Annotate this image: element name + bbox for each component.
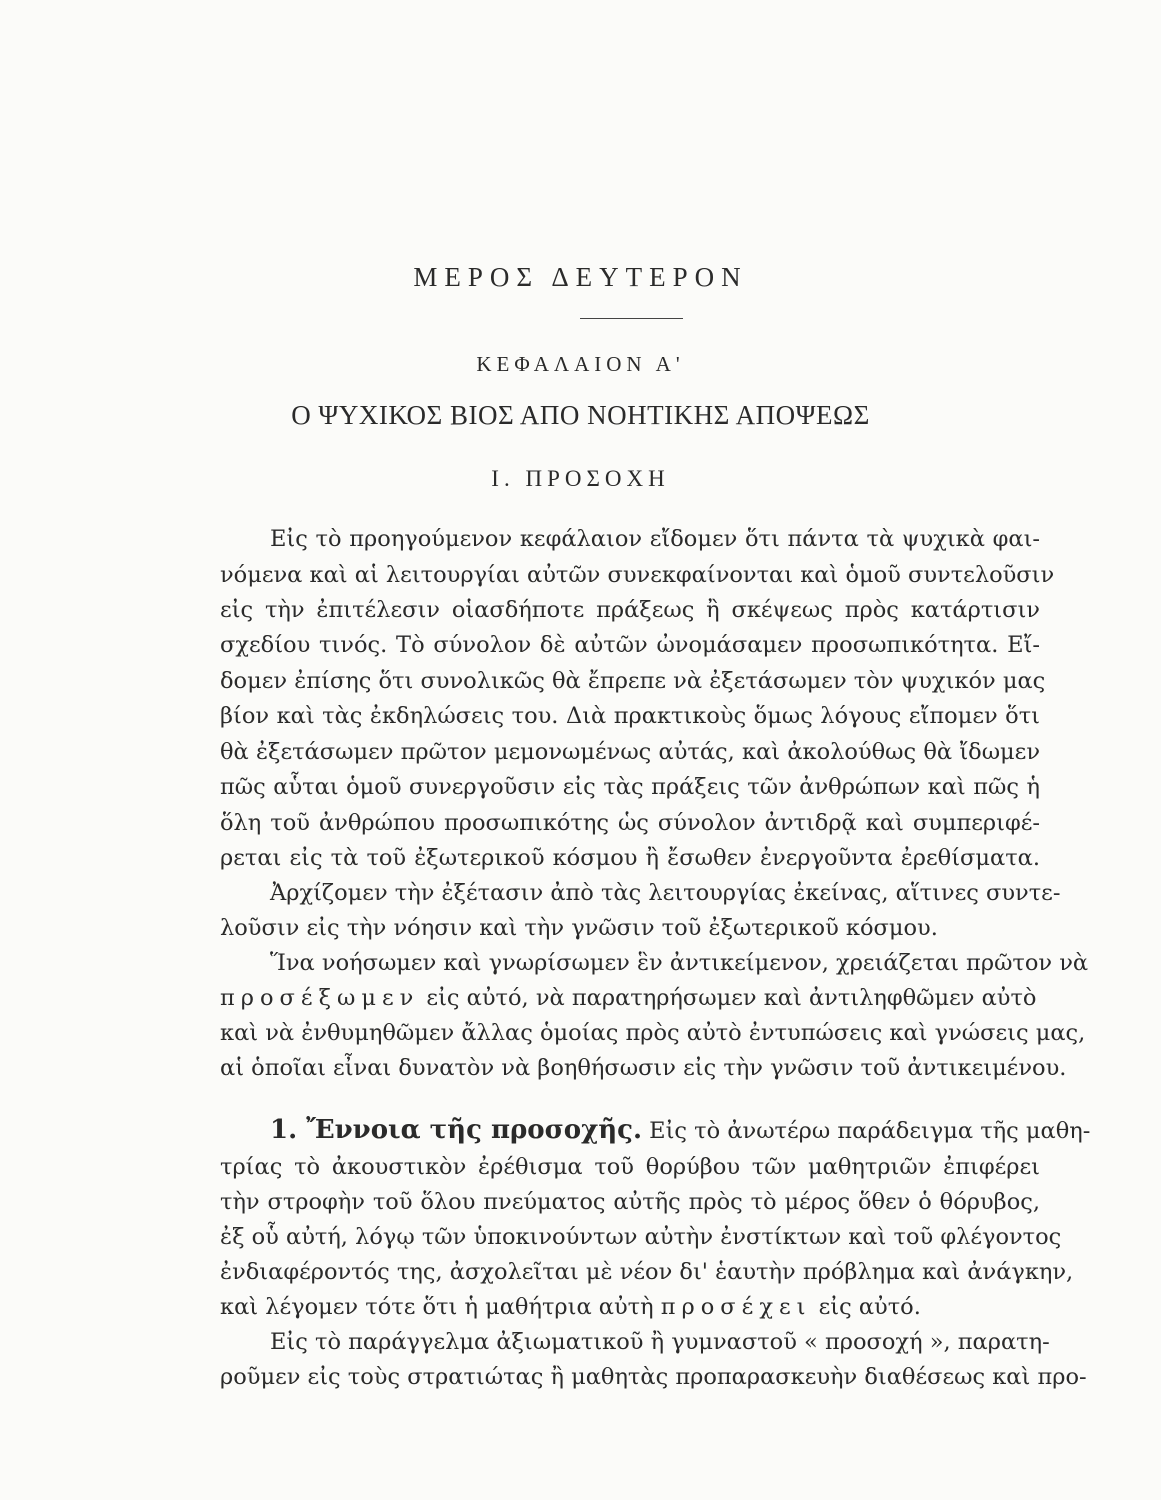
paragraph-line: λοῦσιν εἰς τὴν νόησιν καὶ τὴν γνῶσιν τοῦ ἐξωτερικοῦ κόσμου. [220,915,938,941]
part-title: ΜΕΡΟΣ ΔΕΥΤΕΡΟΝ [413,262,748,292]
paragraph-line: τὴν στροφὴν τοῦ ὅλου πνεύματος αὐτῆς πρὸς τὸ μέρος ὅθεν ὁ θόρυβος, [220,1189,1040,1215]
paragraph-line: ροῦμεν εἰς τοὺς στρατιώτας ἢ μαθητὰς προπαρασκευὴν διαθέσεως καὶ προ- [220,1364,1087,1390]
emphasized-word: προσέξωμεν [220,985,420,1011]
line-continuation: Εἰς τὸ ἀνωτέρω παράδειγμα τῆς μαθη- [642,1118,1091,1144]
paragraph-line: τρίας τὸ ἀκουστικὸν ἐρέθισμα τοῦ θορύβου τῶν μαθητριῶν ἐπιφέρει [220,1154,1040,1180]
paragraph-line: Εἰς τὸ προηγούμενον κεφάλαιον εἴδομεν ὅτι πάντα τὰ ψυχικὰ φαι- [270,526,1040,552]
paragraph-line: θὰ ἐξετάσωμεν πρῶτον μεμονωμένως αὐτάς, καὶ ἀκολούθως θὰ ἴδωμεν [220,739,1040,765]
paragraph-line: καὶ νὰ ἐνθυμηθῶμεν ἄλλας ὁμοίας πρὸς αὐτὸ ἐντυπώσεις καὶ γνώσεις μας, [220,1020,1086,1046]
paragraph-line: δομεν ἐπίσης ὅτι συνολικῶς θὰ ἔπρεπε νὰ ἐξετάσωμεν τὸν ψυχικόν μας [220,668,1046,694]
paragraph-line: ρεται εἰς τὰ τοῦ ἐξωτερικοῦ κόσμου ἢ ἔσωθεν ἐνεργοῦντα ἐρεθίσματα. [220,845,1040,871]
line-start: καὶ λέγομεν τότε ὅτι ἡ μαθήτρια αὐτὴ [220,1294,661,1320]
paragraph-line: Εἰς τὸ παράγγελμα ἀξιωματικοῦ ἢ γυμναστοῦ « προσοχή », παρατη- [270,1329,1050,1355]
chapter-subtitle: Ο ΨΥΧΙΚΟΣ ΒΙΟΣ ΑΠΟ ΝΟΗΤΙΚΗΣ ΑΠΟΨΕΩΣ [291,400,870,430]
paragraph-line: εἰς τὴν ἐπιτέλεσιν οἱασδήποτε πράξεως ἢ σκέψεως πρὸς κατάρτισιν [220,597,1040,623]
paragraph-line: πῶς αὗται ὁμοῦ συνεργοῦσιν εἰς τὰς πράξεις τῶν ἀνθρώπων καὶ πῶς ἡ [220,774,1040,800]
paragraph-line: ἐνδιαφέροντός της, ἀσχολεῖται μὲ νέον δι' ἑαυτὴν πρόβλημα καὶ ἀνάγκην, [220,1259,1074,1285]
paragraph-line: βίον καὶ τὰς ἐκδηλώσεις του. Διὰ πρακτικοὺς ὅμως λόγους εἴπομεν ὅτι [220,703,1040,729]
title-divider [580,318,683,319]
line-end: εἰς αὐτό. [811,1294,921,1320]
subsection-heading-line [270,1115,1091,1146]
line-continuation: εἰς αὐτό, νὰ παρατηρήσωμεν καὶ ἀντιληφθῶμεν αὐτὸ [419,985,1037,1011]
paragraph-line: αἱ ὁποῖαι εἶναι δυνατὸν νὰ βοηθήσωσιν εἰς τὴν γνῶσιν τοῦ ἀντικειμένου. [220,1055,1067,1081]
paragraph-line: νόμενα καὶ αἱ λειτουργίαι αὐτῶν συνεκφαίνονται καὶ ὁμοῦ συντελοῦσιν [220,562,1055,588]
paragraph-line: σχεδίου τινός. Τὸ σύνολον δὲ αὐτῶν ὠνομάσαμεν προσωπικότητα. Εἴ- [220,632,1040,658]
subsection-heading: 1. Ἔννοια τῆς προσοχῆς. [270,1115,643,1145]
paragraph-line [220,983,1040,1013]
emphasized-word: προσέχει [660,1294,812,1320]
paragraph-line: ἐξ οὗ αὐτή, λόγῳ τῶν ὑποκινούντων αὐτὴν ἐνστίκτων καὶ τοῦ φλέγοντος [220,1224,1062,1250]
paragraph-line: Ἵνα νοήσωμεν καὶ γνωρίσωμεν ἓν ἀντικείμενον, χρειάζεται πρῶτον νὰ [270,950,1089,976]
chapter-title: ΚΕΦΑΛΑΙΟΝ Α' [476,352,685,376]
paragraph-line [220,1292,1040,1322]
paragraph-line: Ἀρχίζομεν τὴν ἐξέτασιν ἀπὸ τὰς λειτουργίας ἐκείνας, αἵτινες συντε- [270,880,1061,906]
section-title: Ι. ΠΡΟΣΟΧΗ [491,466,670,491]
paragraph-line: ὅλη τοῦ ἀνθρώπου προσωπικότης ὡς σύνολον ἀντιδρᾷ καὶ συμπεριφέ- [220,810,1040,836]
